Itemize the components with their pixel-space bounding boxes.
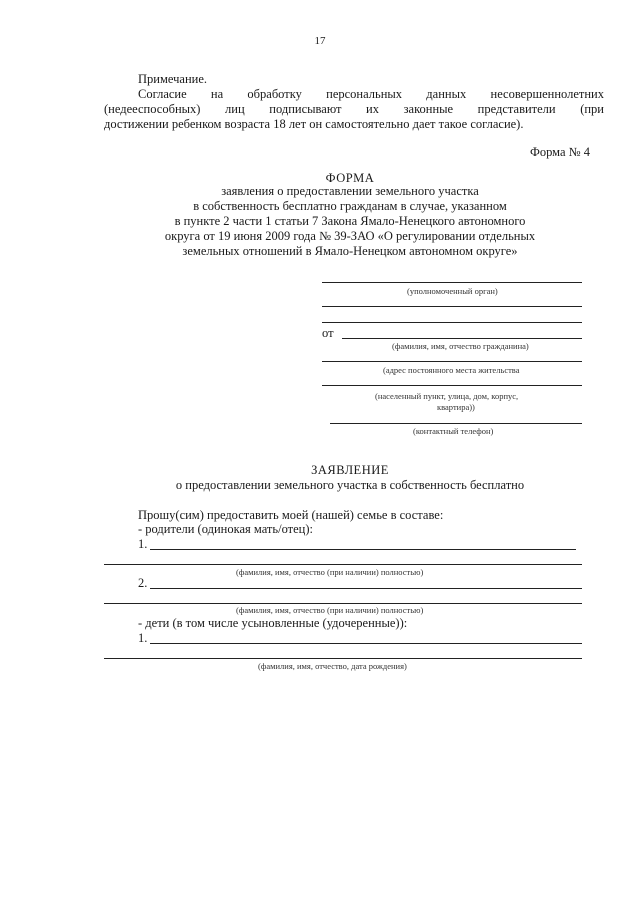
parent-2-caption: (фамилия, имя, отчество (при наличии) полностью)	[236, 605, 424, 615]
authority-line-3[interactable]	[322, 322, 582, 323]
parents-label: - родители (одинокая мать/отец):	[138, 522, 313, 536]
parent-1-line[interactable]	[150, 549, 576, 550]
locality-caption-1: (населенный пункт, улица, дом, корпус,	[375, 391, 519, 401]
parent-1-line-2[interactable]	[104, 564, 582, 565]
parent-2-line[interactable]	[150, 588, 582, 589]
parent-2-line-2[interactable]	[104, 603, 582, 604]
form-heading-line-1: заявления о предоставлении земельного участка	[221, 184, 479, 198]
form-number: Форма № 4	[530, 145, 590, 159]
from-label: от	[322, 326, 334, 340]
form-heading-line-5: земельных отношений в Ямало-Ненецком автономном округе»	[182, 244, 518, 258]
note-title: Примечание.	[138, 72, 208, 86]
phone-caption: (контактный телефон)	[413, 426, 494, 436]
request-line: Прошу(сим) предоставить моей (нашей) семье в составе:	[138, 508, 444, 522]
form-title: ФОРМА	[325, 171, 375, 185]
citizen-caption: (фамилия, имя, отчество гражданина)	[392, 341, 529, 351]
page-number: 17	[314, 35, 326, 47]
form-heading-line-3: в пункте 2 части 1 статьи 7 Закона Ямало-Ненецкого автономного	[174, 214, 526, 228]
parent-2-number: 2.	[138, 576, 148, 590]
citizen-name-line[interactable]	[342, 338, 582, 339]
authority-line-2[interactable]	[322, 306, 582, 307]
locality-caption-2: квартира))	[437, 402, 475, 412]
child-1-caption: (фамилия, имя, отчество, дата рождения)	[258, 661, 407, 671]
child-1-number: 1.	[138, 631, 148, 645]
authority-line[interactable]	[322, 282, 582, 283]
parent-1-caption: (фамилия, имя, отчество (при наличии) полностью)	[236, 567, 424, 577]
note-line-3: достижении ребенком возраста 18 лет он самостоятельно дает такое согласие).	[104, 117, 524, 131]
locality-line[interactable]	[322, 385, 582, 386]
child-1-line[interactable]	[150, 643, 582, 644]
children-label: - дети (в том числе усыновленные (удочеренные)):	[138, 616, 408, 630]
form-heading-line-2: в собственность бесплатно гражданам в случае, указанном	[193, 199, 507, 213]
child-1-line-2[interactable]	[104, 658, 582, 659]
authority-caption: (уполномоченный орган)	[407, 286, 498, 296]
parent-1-number: 1.	[138, 537, 148, 551]
statement-subtitle: о предоставлении земельного участка в собственность бесплатно	[175, 478, 525, 492]
note-line-2: (недееспособных) лиц подписывают их законные представители (при	[104, 102, 604, 116]
residence-line[interactable]	[322, 361, 582, 362]
note-line-1: Согласие на обработку персональных данных несовершеннолетних	[138, 87, 604, 101]
phone-line[interactable]	[330, 423, 582, 424]
statement-title: ЗАЯВЛЕНИЕ	[311, 463, 389, 477]
form-heading-line-4: округа от 19 июня 2009 года № 39-ЗАО «О регулировании отдельных	[164, 229, 536, 243]
residence-caption: (адрес постоянного места жительства	[383, 365, 520, 375]
